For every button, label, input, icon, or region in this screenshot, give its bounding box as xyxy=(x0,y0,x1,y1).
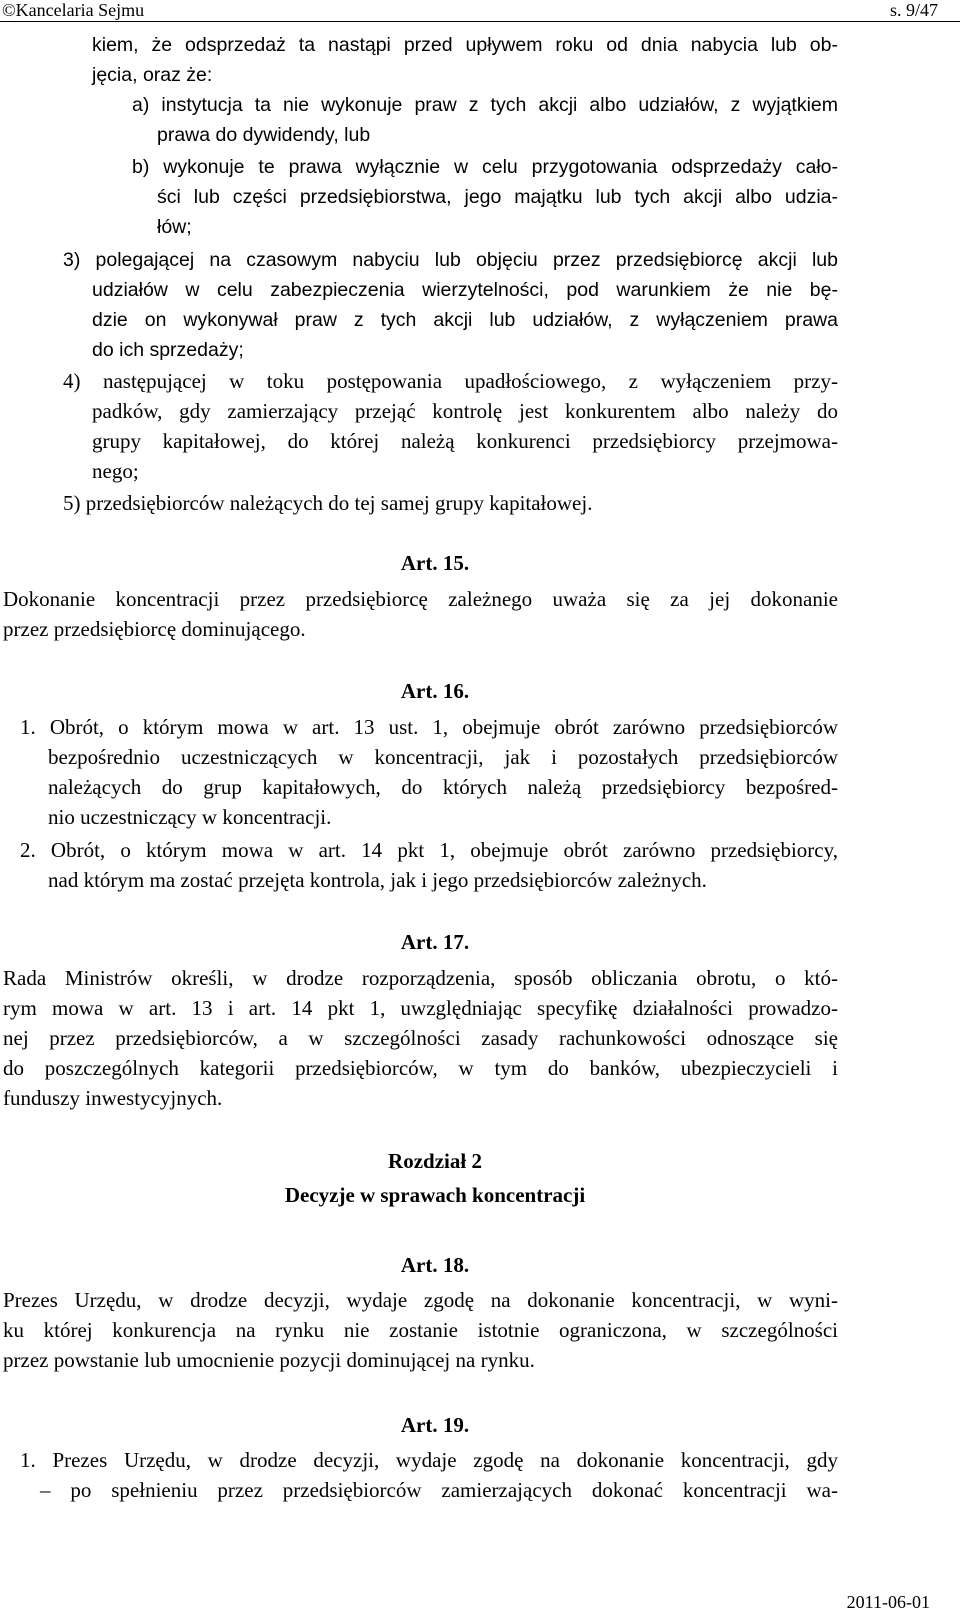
header-source: ©Kancelaria Sejmu xyxy=(2,0,145,20)
article-text: Dokonanie koncentracji przez przedsiębiorcę zależnego uważa się za jej dokonanie xyxy=(3,587,838,611)
list-item-4-cont: padków, gdy zamierzający przejąć kontrolę jest konkurentem albo należy do xyxy=(92,399,838,423)
header-page-number: s. 9/47 xyxy=(889,0,938,20)
chapter-title: Decyzje w sprawach koncentracji xyxy=(284,1183,586,1207)
list-item-b: b) wykonuje te prawa wyłącznie w celu przygotowania odsprzedaży cało- xyxy=(132,156,838,178)
list-item-a: a) instytucja ta nie wykonuje praw z tych akcji albo udziałów, z wyjątkiem xyxy=(132,94,838,116)
paragraph-2: 2. Obrót, o którym mowa w art. 14 pkt 1, obejmuje obrót zarówno przedsiębiorcy, xyxy=(20,838,838,862)
paragraph-2-cont: nad którym ma zostać przejęta kontrola, jak i jego przedsiębiorców zależnych. xyxy=(48,868,707,892)
article-text: funduszy inwestycyjnych. xyxy=(3,1086,223,1110)
article-text: przez przedsiębiorcę dominującego. xyxy=(3,617,306,641)
chapter-number: Rozdział 2 xyxy=(388,1149,482,1173)
article-text: przez powstanie lub umocnienie pozycji dominującej na rynku. xyxy=(3,1348,535,1372)
list-item-3-cont: udziałów w celu zabezpieczenia wierzytelności, pod warunkiem że nie bę- xyxy=(92,279,838,301)
list-item-5: 5) przedsiębiorców należących do tej samej grupy kapitałowej. xyxy=(63,491,593,515)
text-line: jęcia, oraz że: xyxy=(92,64,213,86)
list-item-4: 4) następującej w toku postępowania upadłościowego, z wyłączeniem przy- xyxy=(63,369,838,393)
paragraph-1-cont: – po spełnieniu przez przedsiębiorców zamierzających dokonać koncentracji wa- xyxy=(40,1478,838,1502)
footer-date: 2011-06-01 xyxy=(846,1592,930,1612)
article-title: Art. 18. xyxy=(400,1253,470,1277)
article-title: Art. 16. xyxy=(400,679,470,703)
text-line: kiem, że odsprzedaż ta nastąpi przed upływem roku od dnia nabycia lub ob- xyxy=(92,34,838,56)
article-title: Art. 17. xyxy=(400,930,470,954)
paragraph-1: 1. Prezes Urzędu, w drodze decyzji, wydaje zgodę na dokonanie koncentracji, gdy xyxy=(20,1448,838,1472)
article-text: Rada Ministrów określi, w drodze rozporządzenia, sposób obliczania obrotu, o któ- xyxy=(3,966,838,990)
list-item-3-cont: dzie on wykonywał praw z tych akcji lub udziałów, z wyłączeniem prawa xyxy=(92,309,838,331)
list-item-a-cont: prawa do dywidendy, lub xyxy=(157,124,371,146)
article-text: Prezes Urzędu, w drodze decyzji, wydaje zgodę na dokonanie koncentracji, w wyni- xyxy=(3,1288,838,1312)
list-item-b-cont: ści lub części przedsiębiorstwa, jego majątku lub tych akcji albo udzia- xyxy=(157,186,838,208)
article-title: Art. 15. xyxy=(400,551,470,575)
list-item-3-cont: do ich sprzedaży; xyxy=(92,339,244,361)
article-text: rym mowa w art. 13 i art. 14 pkt 1, uwzględniając specyfikę działalności prowadzo- xyxy=(3,996,838,1020)
header-rule xyxy=(0,21,960,22)
list-item-b-cont: łów; xyxy=(157,216,192,238)
paragraph-1: 1. Obrót, o którym mowa w art. 13 ust. 1, obejmuje obrót zarówno przedsiębiorców xyxy=(20,715,838,739)
list-item-3: 3) polegającej na czasowym nabyciu lub objęciu przez przedsiębiorcę akcji lub xyxy=(63,249,838,271)
article-text: do poszczególnych kategorii przedsiębiorców, w tym do banków, ubezpieczycieli i xyxy=(3,1056,838,1080)
article-title: Art. 19. xyxy=(400,1413,470,1437)
paragraph-1-cont: bezpośrednio uczestniczących w koncentracji, jak i pozostałych przedsiębiorców xyxy=(48,745,838,769)
article-text: nej przez przedsiębiorców, a w szczególności zasady rachunkowości odnoszące się xyxy=(3,1026,838,1050)
paragraph-1-cont: należących do grup kapitałowych, do których należą przedsiębiorcy bezpośred- xyxy=(48,775,838,799)
paragraph-1-cont: nio uczestniczący w koncentracji. xyxy=(48,805,332,829)
article-text: ku której konkurencja na rynku nie zostanie istotnie ograniczona, w szczególności xyxy=(3,1318,838,1342)
list-item-4-cont: nego; xyxy=(92,459,139,483)
list-item-4-cont: grupy kapitałowej, do której należą konkurenci przedsiębiorcy przejmowa- xyxy=(92,429,838,453)
